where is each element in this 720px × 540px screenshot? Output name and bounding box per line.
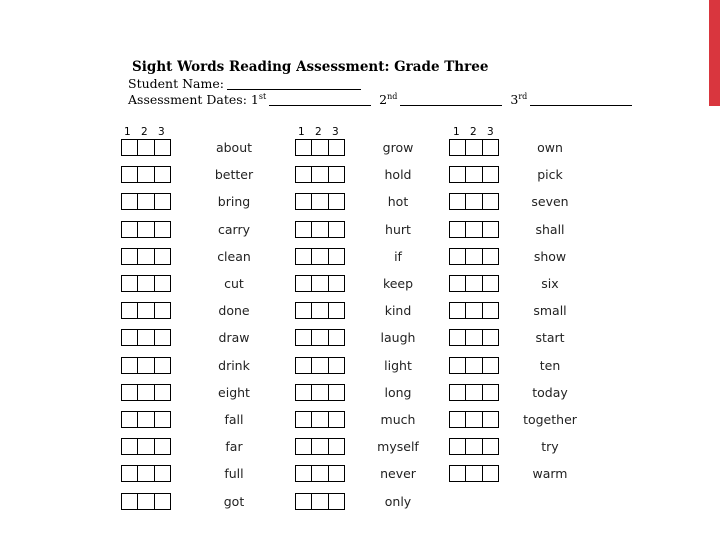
score-box[interactable] [483, 358, 498, 373]
score-box[interactable] [483, 194, 498, 209]
score-box[interactable] [466, 330, 482, 345]
score-box[interactable] [450, 358, 466, 373]
sight-word: only [384, 493, 412, 509]
score-box[interactable] [329, 494, 344, 509]
score-box[interactable] [466, 194, 482, 209]
score-box[interactable] [466, 222, 482, 237]
word-row [0, 139, 720, 157]
score-box[interactable] [483, 140, 498, 155]
score-box[interactable] [466, 358, 482, 373]
sight-word: ten [539, 357, 561, 373]
score-box[interactable] [312, 494, 328, 509]
score-box[interactable] [466, 466, 482, 481]
word-row [0, 384, 720, 402]
sight-word: today [532, 384, 568, 400]
sight-word: small [533, 303, 567, 319]
word-row [0, 248, 720, 266]
score-box[interactable] [483, 439, 498, 454]
score-boxes [449, 221, 499, 238]
sight-word: long [384, 384, 412, 400]
word-row [0, 357, 720, 375]
date-1-suffix: st [258, 92, 267, 101]
score-box[interactable] [450, 385, 466, 400]
score-boxes [449, 248, 499, 265]
sight-word: pick [537, 167, 563, 183]
page-title: Sight Words Reading Assessment: Grade Three [132, 59, 489, 75]
word-row [0, 166, 720, 184]
score-box[interactable] [466, 167, 482, 182]
score-box[interactable] [450, 466, 466, 481]
date-2-blank [400, 93, 502, 106]
score-boxes [449, 193, 499, 210]
sight-word: try [541, 439, 559, 455]
sight-word: hurt [385, 221, 411, 237]
sight-word: fall [224, 412, 244, 427]
score-box[interactable] [450, 439, 466, 454]
date-2-suffix: nd [387, 92, 398, 101]
sight-word: clean [217, 248, 251, 264]
sight-word: better [214, 167, 254, 183]
score-box[interactable] [483, 412, 498, 427]
sight-word: drink [218, 357, 250, 373]
score-box[interactable] [483, 303, 498, 318]
sight-word: kind [384, 303, 412, 319]
score-box[interactable] [466, 249, 482, 264]
sight-word: warm [532, 466, 568, 482]
word-row [0, 329, 720, 347]
word-row [0, 193, 720, 211]
student-name-label: Student Name: [128, 76, 224, 91]
score-boxes [449, 275, 499, 292]
score-boxes [449, 166, 499, 183]
score-box[interactable] [483, 330, 498, 345]
score-box[interactable] [450, 276, 466, 291]
score-box[interactable] [450, 412, 466, 427]
score-box[interactable] [483, 222, 498, 237]
sight-word: laugh [380, 330, 416, 346]
sight-word: keep [382, 276, 414, 291]
word-row [0, 411, 720, 429]
score-boxes [449, 438, 499, 455]
sight-word: hold [384, 167, 412, 183]
sight-word: never [380, 466, 416, 482]
date-2-prefix: 2 [379, 92, 388, 107]
sight-word: own [537, 140, 563, 155]
date-3-suffix: rd [518, 92, 528, 101]
sight-word: cut [224, 276, 244, 291]
score-box[interactable] [450, 194, 466, 209]
score-box[interactable] [466, 439, 482, 454]
sight-word: grow [382, 140, 414, 155]
score-boxes [449, 139, 499, 156]
score-box[interactable] [466, 385, 482, 400]
sight-word: myself [377, 439, 419, 455]
score-boxes [449, 302, 499, 319]
score-box[interactable] [450, 140, 466, 155]
dates-label: Assessment Dates: 1 [128, 92, 259, 107]
sight-word: carry [218, 221, 250, 237]
score-box[interactable] [483, 249, 498, 264]
score-boxes [449, 357, 499, 374]
sight-word: together [523, 412, 577, 427]
trial-header-col-2: 1 2 3 [298, 126, 339, 138]
sight-word: start [535, 330, 565, 346]
sight-word: show [533, 248, 567, 264]
score-box[interactable] [483, 466, 498, 481]
word-row [0, 493, 720, 511]
word-row [0, 465, 720, 483]
sight-word: six [541, 276, 559, 291]
score-box[interactable] [450, 167, 466, 182]
sight-word: draw [218, 330, 250, 346]
date-3-prefix: 3 [510, 92, 519, 107]
trial-header-col-1: 1 2 3 [124, 126, 165, 138]
score-box[interactable] [483, 276, 498, 291]
sight-word: full [224, 466, 244, 482]
date-3-blank [530, 93, 632, 106]
score-box[interactable] [466, 412, 482, 427]
sight-word: if [394, 248, 402, 264]
sight-word: far [225, 439, 243, 455]
sight-word: done [218, 303, 250, 319]
accent-bar [709, 0, 720, 106]
score-box[interactable] [450, 303, 466, 318]
score-box[interactable] [450, 249, 466, 264]
score-boxes [449, 384, 499, 401]
sight-word: got [223, 493, 245, 509]
sight-word: bring [217, 194, 251, 210]
word-row [0, 275, 720, 293]
word-row [0, 438, 720, 456]
sight-word: much [380, 412, 416, 427]
score-box[interactable] [466, 303, 482, 318]
sight-word: seven [531, 194, 569, 210]
trial-header-col-3: 1 2 3 [453, 126, 494, 138]
score-box[interactable] [483, 385, 498, 400]
sight-word: hot [387, 194, 409, 210]
score-boxes [449, 465, 499, 482]
word-row [0, 302, 720, 320]
score-boxes [449, 411, 499, 428]
student-name-line [128, 76, 361, 91]
score-box[interactable] [450, 222, 466, 237]
score-boxes [449, 329, 499, 346]
score-box[interactable] [450, 330, 466, 345]
sight-word: eight [218, 384, 250, 400]
student-name-blank [227, 77, 361, 90]
assessment-dates-line [128, 92, 636, 107]
score-box[interactable] [483, 167, 498, 182]
sight-word: about [215, 140, 253, 155]
sight-word: shall [535, 221, 565, 237]
date-1-blank [269, 93, 371, 106]
score-box[interactable] [466, 276, 482, 291]
sight-word: light [384, 357, 412, 373]
score-box[interactable] [296, 494, 312, 509]
score-box[interactable] [466, 140, 482, 155]
word-row [0, 221, 720, 239]
score-boxes [295, 493, 345, 510]
